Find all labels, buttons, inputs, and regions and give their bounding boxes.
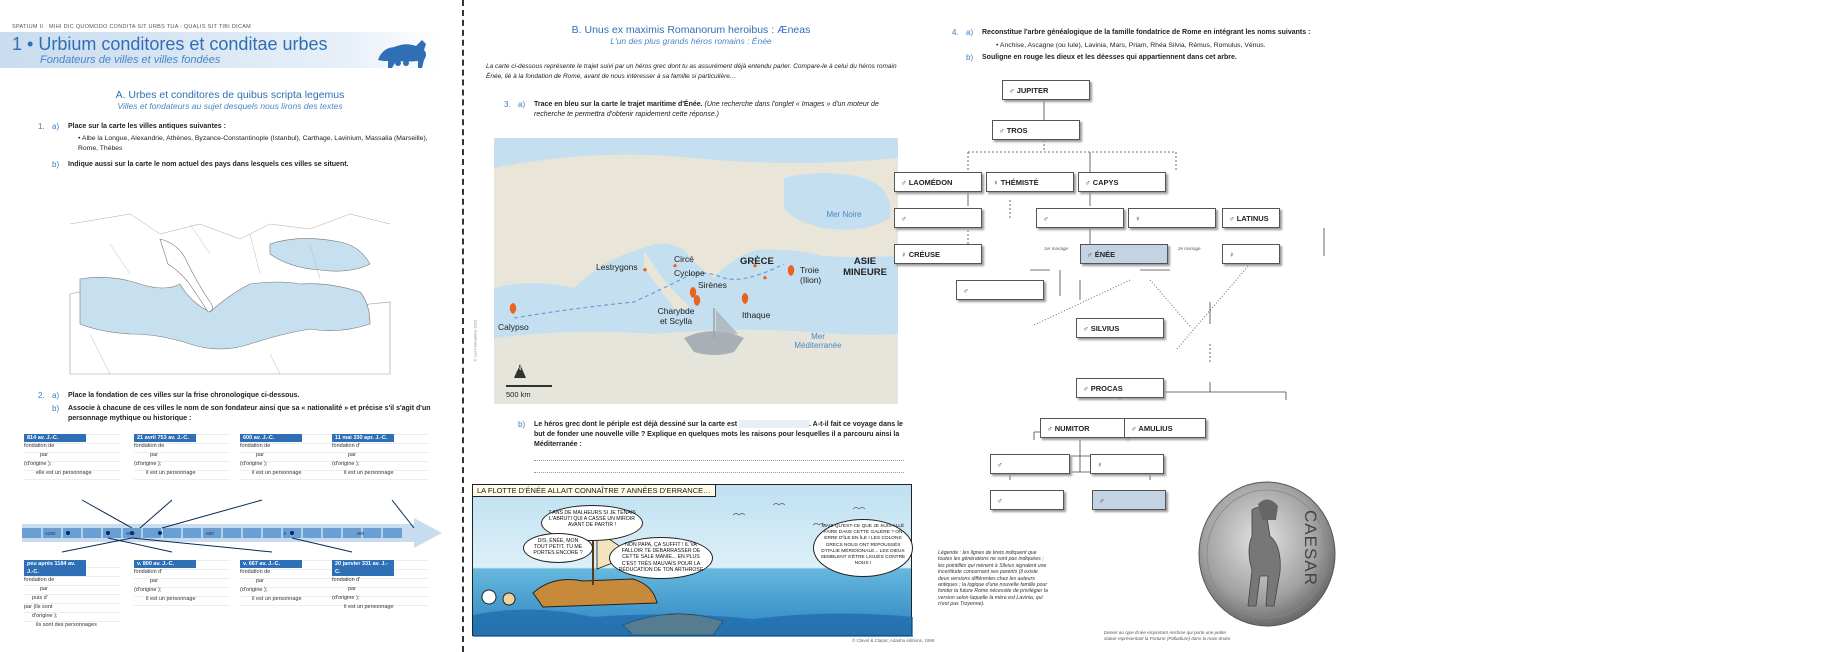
map-label-cyclope: Cyclope — [674, 268, 705, 278]
north-arrow-icon: N — [517, 366, 522, 372]
timeline-line: (d'origine ); — [332, 595, 360, 601]
tree-node-silvius[interactable]: ♂ SILVIUS — [1076, 318, 1164, 338]
motto: SPATIUM II · MIHI DIC QUOMODO CONDITA SIT URBS TUA : QUALIS SIT TIBI DICAM — [12, 24, 252, 30]
speech-bubble: DIS, ÉNÉE, MON TOUT PETIT, TU ME PORTES ENCORE ? — [523, 533, 593, 563]
tree-node-creuse[interactable]: ♀ CRÉUSE — [894, 244, 982, 264]
map-label-charybde: Charybde et Scylla — [657, 306, 695, 326]
q3a-letter: a) — [518, 100, 526, 109]
timeline-line: fondation de — [134, 443, 165, 449]
q2-number: 2. — [38, 391, 45, 400]
timeline-box-top-4[interactable] — [332, 434, 428, 488]
tree-node-numitor[interactable]: ♂ NUMITOR — [1040, 418, 1128, 438]
timeline-line: par — [150, 452, 158, 458]
tree-node-blank[interactable]: ♀ — [1128, 208, 1216, 228]
q3a-main: Trace en bleu sur la carte le trajet maritime d'Énée. — [534, 101, 703, 108]
timeline-line: puis d' — [32, 595, 48, 601]
timeline-box-top-3[interactable] — [240, 434, 336, 488]
map-label-mer-noire: Mer Noire — [826, 210, 862, 219]
map-label-sirenes: Sirènes — [698, 280, 727, 290]
timeline-line: (d'origine ); — [332, 461, 360, 467]
timeline-line: par (ils sont — [24, 604, 53, 610]
q1b-letter: b) — [52, 160, 60, 169]
tick-label: -1200 — [44, 531, 56, 536]
timeline-box-bottom-1[interactable] — [24, 560, 120, 630]
timeline-line: il est un personnage — [344, 604, 394, 610]
q2b-text: Associe à chacune de ces villes le nom de son fondateur ainsi que sa « nationalité » et précise s'il s'agit d'un personnage mythique ou historique : — [68, 405, 431, 422]
timeline-line: d'origine ); — [32, 613, 58, 619]
tree-node-amulius[interactable]: ♂ AMULIUS — [1124, 418, 1206, 438]
speech-bubble: NON PAPA, ÇA SUFFIT ! IL VA FALLOIR TE DÉBARRASSER DE CETTE SALE MANIE... EN PLUS C'EST TRÈS MAUVAIS POUR LA RÉDUCATION DE TON ARTHROSE — [609, 537, 713, 579]
tick-label: 0 — [283, 531, 287, 536]
map-credit: © Les Formations 2016 — [472, 319, 478, 362]
main-subtitle: Fondateurs de villes et villes fondées — [40, 54, 221, 66]
q2a-text: Place la fondation de ces villes sur la frise chronologique ci-dessous. — [68, 392, 300, 399]
timeline-connectors — [22, 490, 442, 560]
marriage-label-2: 2e mariage — [1178, 246, 1201, 251]
mediterranean-blank-map[interactable] — [70, 184, 390, 374]
timeline-line: fondation de — [240, 443, 271, 449]
tree-node-capys[interactable]: ♂ CAPYS — [1078, 172, 1166, 192]
q4b-text: Souligne en rouge les dieux et les déesses qui appartiennent dans cet arbre. — [982, 54, 1237, 61]
tree-node-blank[interactable]: ♂ — [990, 454, 1070, 474]
section-b-subtitle: L'un des plus grands héros romains : Énée — [610, 36, 772, 46]
q3b-letter: b) — [518, 420, 526, 429]
q1a-letter: a) — [52, 122, 60, 131]
column-divider — [462, 0, 464, 652]
timeline-line: (d'origine ); — [134, 461, 162, 467]
marriage-label-1: 1er mariage — [1044, 246, 1069, 251]
timeline-line: il est un personnage — [146, 596, 196, 602]
timeline-line: par — [256, 578, 264, 584]
timeline-line: fondation de — [24, 443, 55, 449]
timeline-line: il est un personnage — [146, 470, 196, 476]
q3b-part2: . A-t-il fait ce voyage dans le but de fonder une nouvelle ville ? Explique en quelques mots les raisons pour lesquelles il a parcouru ainsi la Méditerranée : — [534, 421, 903, 448]
q1a-text: Place sur la carte les villes antiques suivantes : — [68, 123, 226, 130]
timeline-box-top-1[interactable] — [24, 434, 120, 488]
tree-node-blank[interactable]: ♂ — [1036, 208, 1124, 228]
tree-node-procas[interactable]: ♂ PROCAS — [1076, 378, 1164, 398]
comic-strip — [472, 484, 912, 636]
timeline-line: (d'origine ); — [24, 461, 52, 467]
speech-bubble: 7 ANS DE MALHEURS SI JE TENAIS L'ABRUTI QUI A CASSÉ UN MIROIR AVANT DE PARTIR ! — [541, 505, 643, 541]
timeline-line: fondation d' — [332, 577, 361, 583]
title-number: 1 • — [12, 34, 34, 54]
section-b-intro: La carte ci-dessous représente le trajet suivi par un héros grec dont tu as assurément déjà entendu parler. Compare-le à celui du héros romain Énée, lié à la fondation de Rome, avant de nous intéresser à sa famille si particulière… — [486, 63, 897, 80]
timeline-line: fondation de — [240, 569, 271, 575]
tree-legend: Légende : les lignes de tirets indiquent que toutes les générations ne sont pas indiquées ; les pointillés qui mènent à Silvius signalent une incertitude concernant ses parents (il existe deux versions différentes chez les auteurs antiques ; la logique d'une nouvelle famille pour fonder la future Rome nécessite de privilégier la version selon laquelle la mère est Lavinia, qui n'est pas Troyenne). — [938, 550, 1048, 608]
coin-caption: Denier au type Énée emportant Anchise qui porte une petite statue représentant la Fortune (Palladium) dans la main droite. — [1104, 630, 1232, 641]
map-label-calypso: Calypso — [498, 322, 529, 332]
tree-node-laomedon[interactable]: ♂ LAOMÉDON — [894, 172, 982, 192]
tree-node-enee[interactable]: ♂ ÉNÉE — [1080, 244, 1168, 264]
comic-credit: © Clavel & Clapat, Adasha éditions, 1996 — [852, 638, 935, 643]
timeline-line: il est un personnage — [252, 470, 302, 476]
map-label-asie: ASIE MINEURE — [843, 256, 887, 278]
timeline-line: fondation d' — [134, 569, 163, 575]
q3a-text — [534, 100, 910, 120]
timeline-line: par — [256, 452, 264, 458]
timeline-line: fondation d' — [332, 443, 361, 449]
q3-number: 3. — [504, 100, 511, 109]
tree-node-tros[interactable]: ♂ TROS — [992, 120, 1080, 140]
timeline-line: fondation de — [24, 577, 55, 583]
map-label-mediterranee: Mer Méditerranée — [794, 332, 842, 350]
q4a-text: Reconstitue l'arbre généalogique de la famille fondatrice de Rome en intégrant les noms suivants : — [982, 29, 1311, 36]
timeline-date: 21 avril 753 av. J.-C. — [134, 434, 196, 442]
tick-label: -800 — [125, 531, 135, 536]
q3b-text — [534, 420, 910, 450]
q1-number: 1. — [38, 122, 45, 131]
timeline-line: par — [150, 578, 158, 584]
timeline-line: par — [348, 586, 356, 592]
map-label-grece: GRÈCE — [740, 256, 774, 267]
tree-node-latinus[interactable]: ♂ LATINUS — [1222, 208, 1280, 228]
answer-line[interactable] — [534, 460, 904, 461]
timeline-box-bottom-3[interactable] — [240, 560, 336, 614]
q4a-list-text: Anchise, Ascagne (ou Iule), Lavinia, Mars, Priam, Rhéa Silvia, Rémus, Romulus, Vénus. — [999, 42, 1266, 49]
blank-map-drawing — [70, 184, 390, 374]
timeline-line: par — [40, 586, 48, 592]
map-scale: 500 km — [506, 390, 531, 399]
timeline-date: 600 av. J.-C. — [240, 434, 302, 442]
timeline-date: peu après 1184 av. J.-C. — [24, 560, 86, 576]
timeline-date: v. 667 av. J.-C. — [240, 560, 302, 568]
q4a-letter: a) — [966, 28, 974, 37]
q3b-part1: Le héros grec dont le périple est déjà dessiné sur la carte est — [534, 421, 738, 428]
q1a-list-text: Albe la Longue, Alexandrie, Athènes, Byzance-Constantinople (Istanbul), Carthage, Lavinium, Massalia (Marseille), Rome, Thèbes — [78, 135, 428, 152]
section-b-title: B. Unus ex maximis Romanorum heroibus : Æneas — [571, 24, 811, 36]
timeline-box-bottom-2[interactable] — [134, 560, 230, 614]
tree-node-blank[interactable]: ♂ — [990, 490, 1064, 510]
q4-number: 4. — [952, 28, 959, 37]
map-label-ithaque: Ithaque — [742, 310, 771, 320]
tree-node-blank[interactable]: ♀ — [1090, 454, 1164, 474]
timeline-box-bottom-4[interactable] — [332, 560, 428, 614]
title-text: Urbium conditores et conditae urbes — [38, 34, 328, 54]
timeline-line: par — [348, 452, 356, 458]
tree-node-blank[interactable]: ♀ — [1222, 244, 1280, 264]
left-column — [0, 0, 462, 652]
map-label-lestrygons: Lestrygons — [596, 262, 638, 272]
timeline-date: 814 av. J.-C. — [24, 434, 86, 442]
tick-label: -400 — [204, 531, 214, 536]
timeline-date: v. 800 av. J.-C. — [134, 560, 196, 568]
speech-bubble: MAIS QU'EST-CE QUE JE SUIS ALLÉ FAIRE DANS CETTE GALÈRE ? ON ERRE D'ÎLE EN ÎLE ! LES COLONS GRECS NOUS ONT REPOUSSÉS D'ITALIE MÉRIDIONALE... LES DIEUX SEMBLENT S'ÊTRE LIGUÉS CONTRE NOUS ! — [813, 519, 913, 577]
section-a-title: A. Urbes et conditores de quibus scripta legemus — [115, 89, 345, 101]
timeline-line: (d'origine ); — [134, 587, 162, 593]
tree-node-blank[interactable]: ♂ — [956, 280, 1044, 300]
map-label-troie: Troie (Ilion) — [800, 265, 822, 285]
timeline-date: 20 janvier 331 av. J.-C. — [332, 560, 394, 576]
q2a-letter: a) — [52, 391, 60, 400]
tree-node-themiste[interactable]: ♀ THÉMISTÉ — [986, 172, 1074, 192]
q1a-list: • Albe la Longue, Alexandrie, Athènes, Byzance-Constantinople (Istanbul), Carthage, Lavinium, Massalia (Marseille), Rome, Thèbes — [78, 135, 428, 152]
tick-label: 400 — [356, 531, 364, 536]
coin-inscription: CAESAR — [1301, 510, 1320, 586]
q3b-answer-blank[interactable] — [739, 420, 809, 428]
section-a-subtitle: Villes et fondateurs au sujet desquels nous lirons des textes — [117, 101, 343, 111]
q2b-letter: b) — [52, 404, 60, 413]
timeline-line: il est un personnage — [252, 596, 302, 602]
tree-node-jupiter[interactable]: ♂ JUPITER — [1002, 80, 1090, 100]
timeline-line: (d'origine ); — [240, 587, 268, 593]
timeline-line: par — [40, 452, 48, 458]
q3a-note: (Une recherche dans l'onglet « Images » d'un moteur de recherche te permettra d'obtenir rapidement cette réponse.) — [534, 101, 879, 118]
tree-node-blank[interactable]: ♂ — [894, 208, 982, 228]
comic-caption: LA FLOTTE D'ÉNÉE ALLAIT CONNAÎTRE 7 ANNÉES D'ERRANCE… — [473, 485, 716, 497]
timeline-line: ils sont des personnages — [36, 622, 97, 628]
timeline-box-top-2[interactable] — [134, 434, 230, 488]
map-label-circe: Circé — [674, 254, 694, 264]
q4a-list: • Anchise, Ascagne (ou Iule), Lavinia, Mars, Priam, Rhéa Silvia, Rémus, Romulus, Vénus. — [996, 42, 1266, 49]
tree-node-blank[interactable]: ♂ — [1092, 490, 1166, 510]
odysseus-route-map[interactable] — [472, 138, 898, 404]
main-title — [12, 34, 328, 55]
timeline-line: elle est un personnage — [36, 470, 92, 476]
timeline-line: (d'origine ); — [240, 461, 268, 467]
answer-line[interactable] — [534, 472, 904, 473]
timeline-line: il est un personnage — [344, 470, 394, 476]
timeline-date: 11 mai 330 apr. J.-C. — [332, 434, 394, 442]
she-wolf-logo-icon — [372, 30, 432, 70]
q1b-text: Indique aussi sur la carte le nom actuel des pays dans lesquels ces villes se situent. — [68, 161, 349, 168]
q4b-letter: b) — [966, 53, 974, 62]
